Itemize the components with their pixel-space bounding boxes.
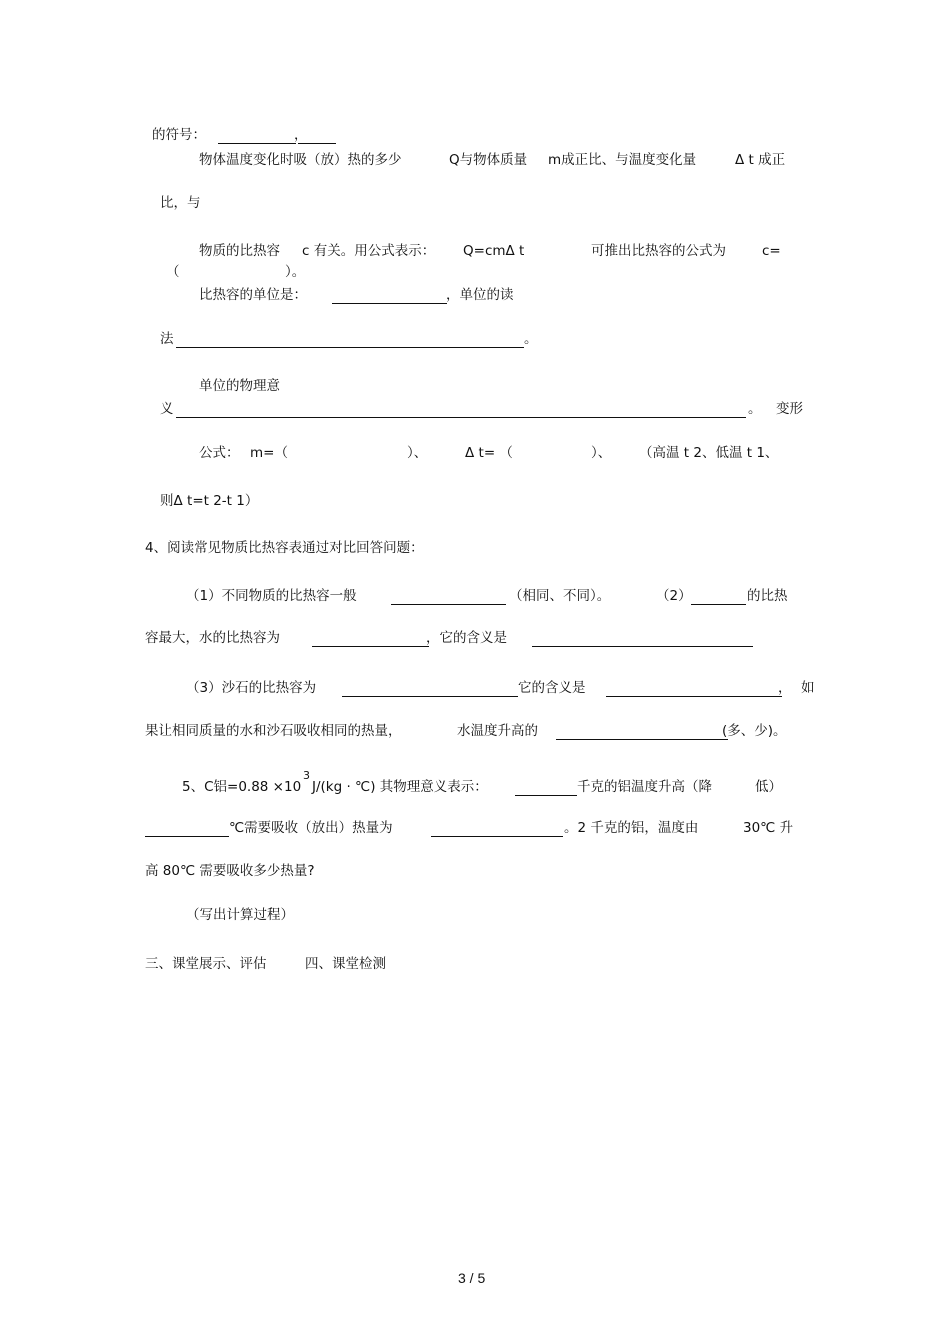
- text-unit-reading: ，单位的读: [446, 287, 514, 303]
- blank-line: [176, 417, 746, 418]
- blank-line: [342, 696, 518, 697]
- text-formula-q: Q=cmΔ t: [463, 243, 525, 259]
- text-physical-meaning: 单位的物理意: [199, 378, 280, 394]
- text-unit-label: 比热容的单位是：: [199, 287, 307, 303]
- text-same-different: （相同、不同）。: [509, 588, 611, 604]
- text-close-paren: ）、: [407, 445, 428, 461]
- blank-line: [431, 836, 563, 837]
- text-unit-meaning: J/(kg · ℃) 其物理意义表示：: [312, 779, 488, 795]
- page-number: 3 / 5: [458, 1270, 486, 1286]
- text-two-kg: 。2 千克的铝，温度由: [564, 820, 699, 836]
- text-close-paren: ）。: [285, 264, 306, 280]
- question-5-formula: 5、C铝=0.88 ×10: [182, 779, 302, 795]
- blank-line: [391, 604, 506, 605]
- text-c-equals: c=: [762, 243, 781, 259]
- blank-line: [515, 795, 577, 796]
- text-superscript: 3: [303, 769, 310, 782]
- blank-line: [606, 696, 782, 697]
- section-3-heading: 三、课堂展示、评估: [145, 956, 267, 972]
- text-m-formula: m=（: [250, 445, 288, 461]
- text-lower: 低）: [755, 779, 782, 795]
- blank-line: [556, 739, 728, 740]
- section-4-heading: 四、课堂检测: [305, 956, 386, 972]
- blank-line: [298, 143, 336, 144]
- text-30c: 30℃ 升: [743, 820, 794, 836]
- text-80c-question: 高 80℃ 需要吸收多少热量?: [145, 863, 315, 879]
- blank-line: [145, 836, 229, 837]
- text-delta-t-def: 则Δ t=t 2-t 1）: [160, 493, 259, 509]
- text-q3: （3）沙石的比热容为: [186, 680, 317, 696]
- text-calculation-note: （写出计算过程）: [186, 907, 294, 923]
- text-its-meaning: ，它的含义是: [426, 630, 507, 646]
- text-comma: ，: [294, 127, 308, 143]
- blank-line: [176, 347, 524, 348]
- text-symbol-label: 的符号：: [152, 127, 206, 143]
- text-q1: （1）不同物质的比热容一般: [186, 588, 357, 604]
- blank-line: [312, 646, 429, 647]
- text-c-related: c 有关。用公式表示：: [302, 243, 436, 259]
- text-water-temp-rise: 水温度升高的: [457, 723, 538, 739]
- text-comma: ，: [778, 680, 792, 696]
- text-derive-formula: 可推出比热容的公式为: [591, 243, 726, 259]
- text-water-heat: 容最大，水的比热容为: [145, 630, 280, 646]
- text-delta-t: Δ t 成正: [735, 152, 786, 168]
- text-delta-t-formula: Δ t= （: [465, 445, 513, 461]
- text-kg-aluminum: 千克的铝温度升高（降: [577, 779, 712, 795]
- text-if: 如: [801, 680, 815, 696]
- blank-line: [218, 143, 296, 144]
- text-specific-heat-part: 的比热: [747, 588, 788, 604]
- text-m-proportional: m成正比、与温度变化量: [548, 152, 697, 168]
- text-meaning-suffix: 义: [160, 401, 174, 417]
- blank-line: [691, 604, 746, 605]
- text-specific-heat: 物质的比热容: [199, 243, 280, 259]
- text-formula-label: 公式：: [199, 445, 240, 461]
- text-ratio-with: 比，与: [160, 195, 201, 211]
- text-temperature-note: （高温 t 2、低温 t 1、: [639, 445, 779, 461]
- text-close-paren: ）、: [591, 445, 612, 461]
- blank-line: [332, 303, 447, 304]
- text-period: 。: [524, 331, 538, 347]
- text-q-mass: Q与物体质量: [449, 152, 528, 168]
- question-4-heading: 4、阅读常见物质比热容表通过对比回答问题：: [145, 540, 424, 556]
- blank-line: [532, 646, 753, 647]
- text-absorb-heat: ℃需要吸收（放出）热量为: [229, 820, 393, 836]
- text-period: 。: [748, 401, 762, 417]
- text-q2: （2）: [656, 588, 692, 604]
- text-transform: 变形: [776, 401, 803, 417]
- text-more-less: (多、少)。: [722, 723, 787, 739]
- text-open-paren: （: [166, 264, 180, 280]
- text-its-meaning: 它的含义是: [518, 680, 586, 696]
- text-heat-sentence: 物体温度变化时吸（放）热的多少: [199, 152, 402, 168]
- text-method: 法: [160, 331, 174, 347]
- text-same-mass: 果让相同质量的水和沙石吸收相同的热量，: [145, 723, 402, 739]
